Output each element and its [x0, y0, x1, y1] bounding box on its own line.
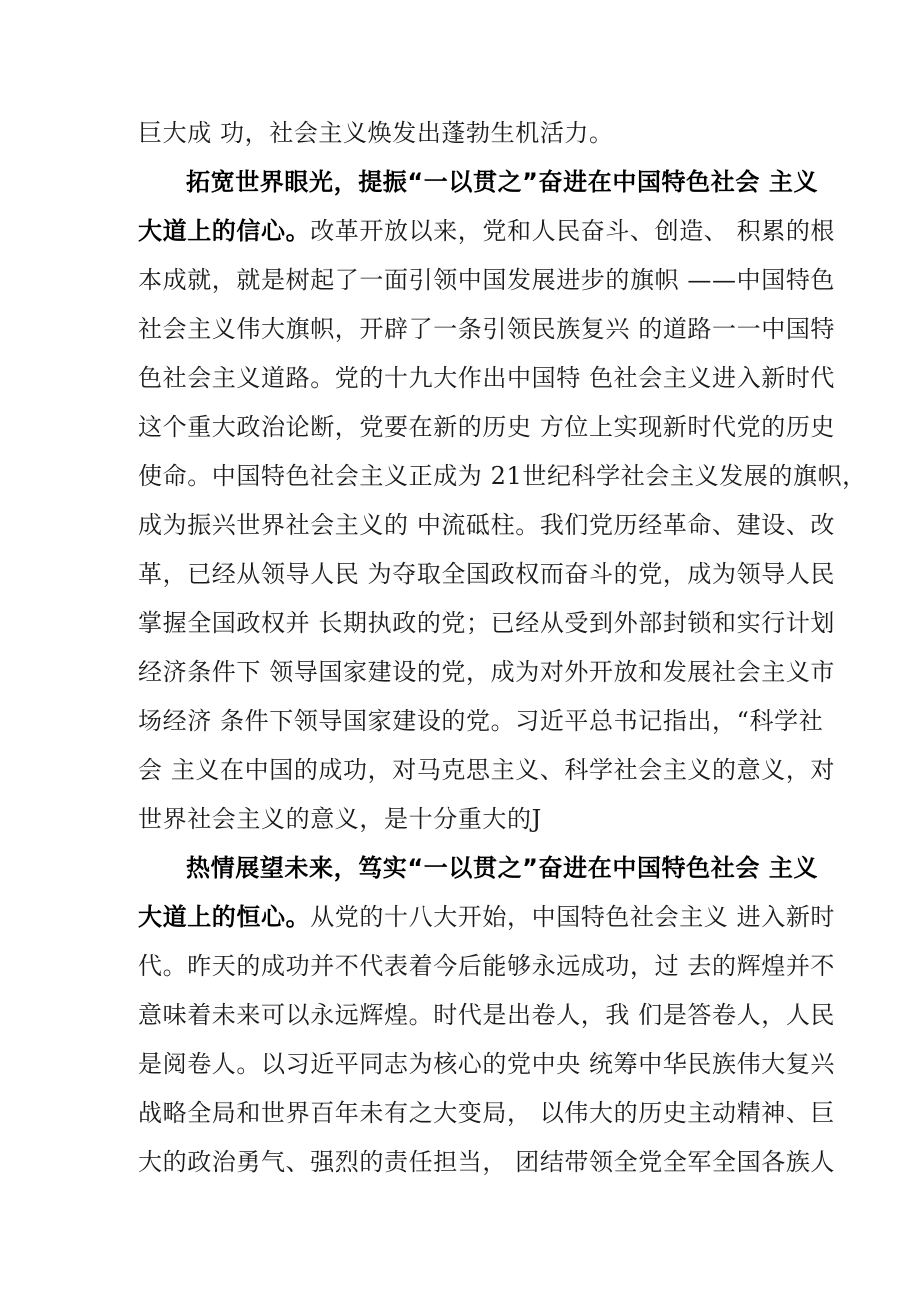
text-line: 成为振兴世界社会主义的 中流砥柱。我们党历经革命、建设、改 [138, 511, 836, 539]
text-line: 这个重大政治论断，党要在新的历史 方位上实现新时代党的历史 [138, 413, 836, 441]
section-heading-line: 热情展望未来，笃实“一以贯之”奋进在中国特色社会 主义 [186, 854, 819, 882]
text-line: 战略全局和世界百年未有之大变局， 以伟大的历史主动精神、巨 [138, 1099, 836, 1127]
text-line [138, 211, 836, 251]
text-line: 代。昨天的成功并不代表着今后能够永远成功，过 去的辉煌并不 [138, 952, 836, 980]
text-line: 社会主义伟大旗帜，开辟了一条引领民族复兴 的道路一一中国特 [138, 315, 836, 343]
text-line: 世界社会主义的意义，是十分重大的J [138, 805, 542, 833]
text-line: 使命。中国特色社会主义正成为 21世纪科学社会主义发展的旗帜， [138, 462, 867, 490]
text-line: 意味着未来可以永远辉煌。时代是出卷人，我 们是答卷人，人民 [138, 1001, 836, 1029]
text-line: 场经济 条件下领导国家建设的党。习近平总书记指出，“科学社 [138, 707, 824, 735]
text-line: 掌握全国政权并 长期执政的党；已经从受到外部封锁和实行计划 [138, 609, 836, 637]
text-line: 革，已经从领导人民 为夺取全国政权而奋斗的党，成为领导人民 [138, 560, 836, 588]
text-line [138, 897, 836, 937]
text-line: 是阅卷人。以习近平同志为核心的党中央 统筹中华民族伟大复兴 [138, 1050, 836, 1078]
text-line: 色社会主义道路。党的十九大作出中国特 色社会主义进入新时代 [138, 364, 836, 392]
paragraph-text: 改革开放以来，党和人民奋斗、创造、 积累的根 [310, 217, 836, 245]
paragraph-text: 从党的十八大开始，中国特色社会主义 进入新时 [310, 903, 836, 931]
section-heading-end: 大道上的恒心。 [138, 903, 311, 931]
text-line: 巨大成 功，社会主义焕发出蓬勃生机活力。 [138, 119, 614, 147]
text-line: 本成就，就是树起了一面引领中国发展进步的旗帜 ——中国特色 [138, 266, 836, 294]
text-line: 会 主义在中国的成功，对马克思主义、科学社会主义的意义，对 [138, 756, 836, 784]
text-line: 经济条件下 领导国家建设的党，成为对外开放和发展社会主义市 [138, 658, 836, 686]
text-line: 大的政治勇气、强烈的责任担当， 团结带领全党全军全国各族人 [138, 1148, 836, 1176]
section-heading-end: 大道上的信心。 [138, 217, 311, 245]
section-heading-line: 拓宽世界眼光，提振“一以贯之”奋进在中国特色社会 主义 [186, 168, 819, 196]
